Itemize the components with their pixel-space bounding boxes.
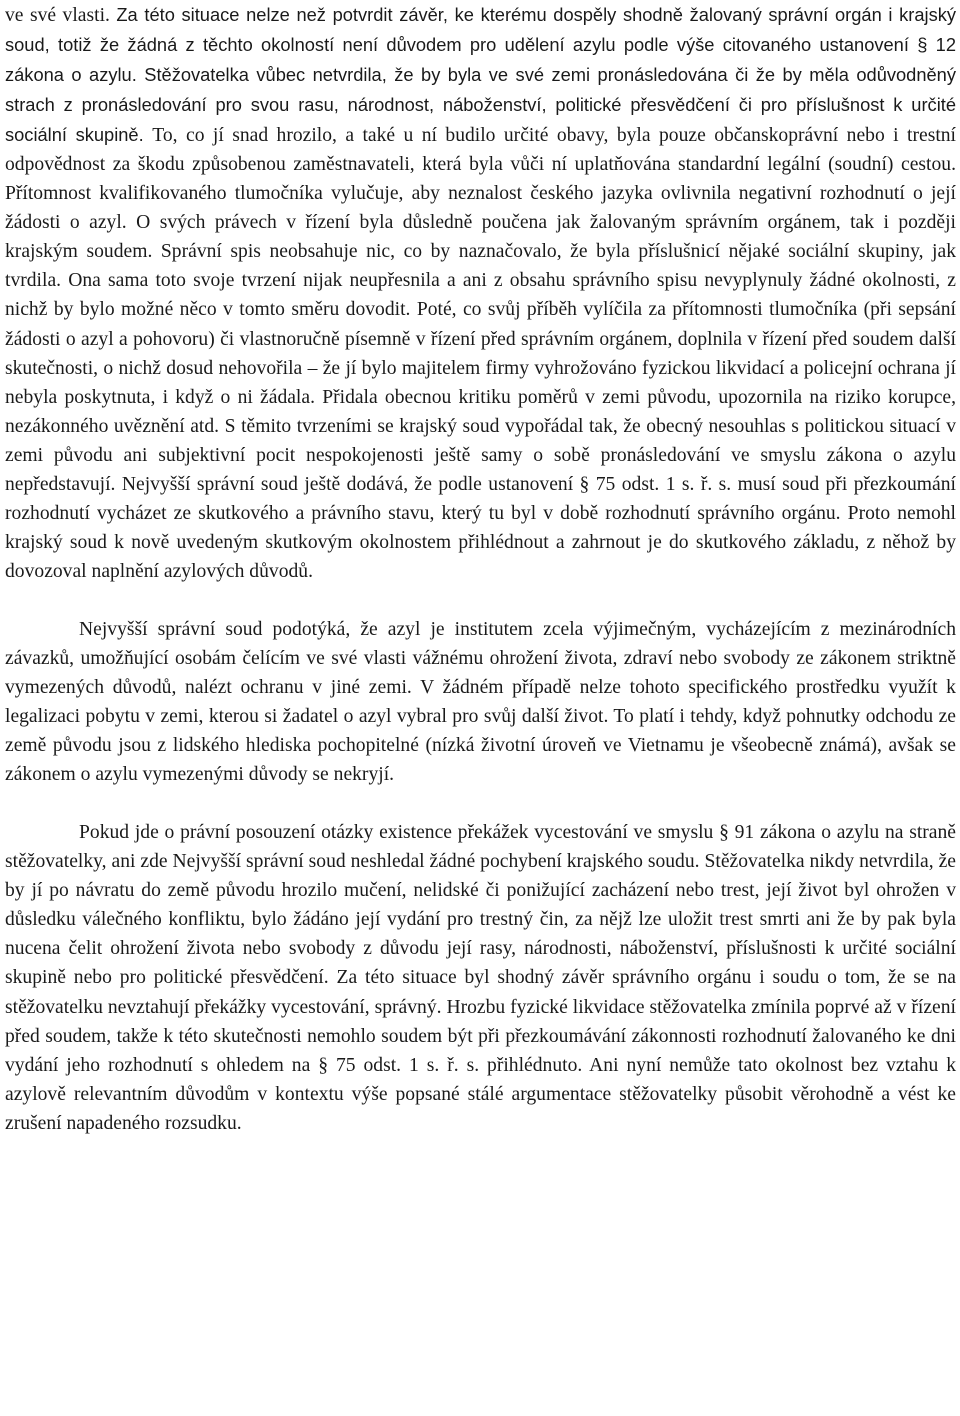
text-segment: Hrozbu fyzické likvidace stěžovatelka zmínila poprvé až v řízení před soudem, takže k této skutečnosti nemohlo soudem být při přezkoumávání zákonnosti rozhodnutí žalovaného ke dni vydání jeho rozhodnutí s ohledem na § 75 odst. 1 s. ř. s. přihlédnuto. bbox=[5, 996, 956, 1076]
paragraph-2 bbox=[5, 615, 956, 789]
text-segment: V žádném případě nelze tohoto specifického prostředku využít k legalizaci pobytu v zemi, kterou si žadatel o azyl vybral pro svůj další život. bbox=[5, 677, 956, 728]
text-segment: Ona sama toto svoje tvrzení nijak neupřesnila a ani z obsahu správního spisu nevyplynuly žádné okolnosti, z nichž by bylo možné něco v tomto směru dovodit. bbox=[5, 270, 957, 321]
paragraph-1 bbox=[5, 0, 956, 586]
text-segment: Proto nemohl krajský soud k nově uvedeným skutkovým okolnostem přihlédnout a zahrnout je do skutkového základu, z něhož by dovozoval naplnění azylových důvodů. bbox=[5, 502, 956, 582]
text-segment: Nejvyšší správní soud ještě dodává, že podle ustanovení § 75 odst. 1 s. ř. s. musí soud při přezkoumání rozhodnutí vycházet ze skutkového a právního stavu, který tu byl v době rozhodnutí správního orgánu. bbox=[5, 473, 956, 524]
text-segment: Pokud jde o právní posouzení otázky existence překážek vycestování ve smyslu § 91 zákona o azylu na straně stěžovatelky, ani zde Nejvyšší správní soud neshledal žádné pochybení krajského soudu. bbox=[5, 822, 956, 873]
text-segment: Přidala obecnou kritiku poměrů v zemi původu, upozornila na riziko korupce, nezákonného uvěznění atd. bbox=[5, 386, 956, 437]
paragraph-3 bbox=[5, 818, 956, 1138]
text-segment: Stěžovatelka nikdy netvrdila, že by jí po návratu do země původu hrozilo mučení, nelidské či ponižující zacházení nebo trest, její život byl ohrožen v důsledku válečného konfliktu, bylo žádáno její vydání pro trestný čin, za nějž lze uložit trest smrti ani že by pak byla nucena čelit ohrožení života nebo svobody z důvodu její rasy, národnosti, náboženství, příslušnosti k určité sociální skupině nebo pro politické přesvědčení. bbox=[5, 851, 956, 989]
text-segment: Za této situace byl shodný závěr správního orgánu i soudu o tom, že se na stěžovatelku nevztahují překážky vycestování, správný. bbox=[5, 967, 956, 1018]
text-segment: ve své vlasti. bbox=[5, 5, 117, 26]
text-segment: Poté, co svůj příběh vylíčila za přítomnosti tlumočníka (při sepsání žádosti o azyl a pohovoru) či vlastnoručně písemně v řízení před správním orgánem, doplnila v řízení před soudem další skutečnosti, o nichž dosud nehovořila – že jí bylo majitelem firmy vyhrožováno fyzickou likvidací a policejní ochrana jí nebyla poskytnuta, i když o ni žádala. bbox=[5, 299, 956, 408]
text-segment: Nejvyšší správní soud podotýká, že azyl je institutem zcela výjimečným, vycházejícím z mezinárodních závazků, umožňující osobám čelícím ve své vlasti vážnému ohrožení života, zdraví nebo svobody ze zákonem striktně vymezených důvodů, nalézt ochranu v jiné zemi. bbox=[5, 618, 956, 699]
text-segment: To, co jí snad hrozilo, a také u ní budilo určité obavy, byla pouze občanskoprávní nebo i trestní odpovědnost za škodu způsobenou zaměstnavateli, která byla vůči ní uplatňována standardní legální (soudní) cestou. bbox=[5, 125, 957, 176]
text-segment: S těmito tvrzeními se krajský soud vypořádal tak, že obecný nesouhlas s politickou situací v zemi původu ani subjektivní pocit nespokojenosti ještě samy o sobě pronásledování ve smyslu zákona o azylu nepředstavují. bbox=[5, 415, 956, 495]
text-segment: O svých právech v řízení byla důsledně poučena jak žalovaným správním orgánem, tak i později krajským soudem. bbox=[5, 212, 956, 263]
text-segment: Správní spis neobsahuje nic, co by naznačovalo, že byla příslušnicí nějaké sociální skupiny, jak tvrdila. bbox=[5, 241, 956, 292]
text-segment: Za této situace nelze než potvrdit závěr, ke kterému dospěly shodně žalovaný správní orgán i krajský soud, totiž že žádná z těchto okolností není důvodem pro udělení azylu podle výše citovaného ustanovení § 12 zákona o azylu. Stěžovatelka vůbec netvrdila, že by byla ve své zemi pronásledována či že by měla odůvodněný strach z pronásledování pro svou rasu, národnost, náboženství, politické přesvědčení či pro příslušnost k určité sociální skupině. bbox=[5, 4, 956, 146]
document-page bbox=[5, 0, 956, 1138]
text-segment: Ani nyní nemůže tato okolnost bez vztahu k azylově relevantním důvodům v kontextu výše popsané stálé argumentace stěžovatelky působit věrohodně a vést ke zrušení napadeného rozsudku. bbox=[5, 1054, 956, 1134]
text-segment: To platí i tehdy, když pohnutky odchodu ze země původu jsou z lidského hlediska pochopitelné (nízká životní úroveň ve Vietnamu je všeobecně známá), avšak se zákonem o azylu vymezenými důvody se nekryjí. bbox=[5, 706, 956, 786]
text-segment: Přítomnost kvalifikovaného tlumočníka vylučuje, aby neznalost českého jazyka ovlivnila negativní rozhodnutí o její žádosti o azyl. bbox=[5, 183, 956, 234]
